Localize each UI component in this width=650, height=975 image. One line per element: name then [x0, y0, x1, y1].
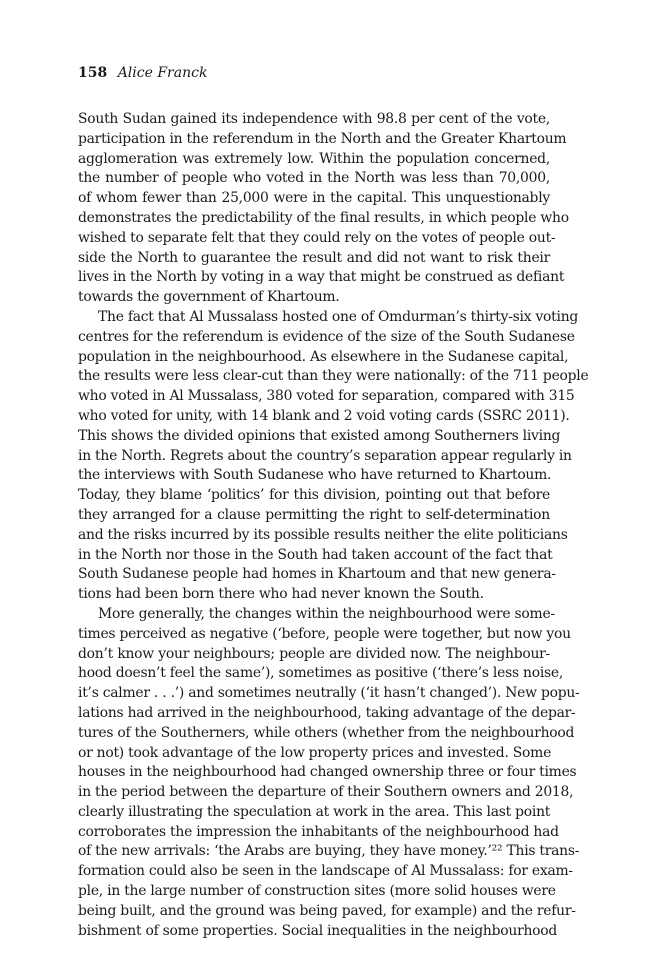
text-line: formation could also be seen in the landscape of Al Mussalass: for exam-: [78, 863, 573, 880]
text-line: houses in the neighbourhood had changed ownership three or four times: [78, 764, 577, 781]
paragraph: [78, 308, 589, 605]
text-line: it’s calmer . . .’) and sometimes neutrally (‘it hasn’t changed’). New popu-: [78, 685, 580, 702]
running-header: [78, 64, 207, 82]
text-line: lives in the North by voting in a way that might be construed as defiant: [78, 269, 565, 286]
text-line: agglomeration was extremely low. Within the population concerned,: [78, 150, 550, 167]
text-line: corroborates the impression the inhabitants of the neighbourhood had: [78, 823, 559, 840]
text-line: More generally, the changes within the neighbourhood were some-: [98, 605, 555, 622]
text-line: times perceived as negative (‘before, people were together, but now you: [78, 625, 571, 642]
text-line: the results were less clear-cut than they were nationally: of the 711 people: [78, 368, 589, 385]
running-author: Alice Franck: [117, 65, 208, 81]
text-line: population in the neighbourhood. As elsewhere in the Sudanese capital,: [78, 348, 569, 365]
text-line: they arranged for a clause permitting the right to self-determination: [78, 506, 550, 523]
paragraph: [78, 605, 580, 942]
text-line: bishment of some properties. Social inequalities in the neighbourhood: [78, 922, 558, 939]
text-line: The fact that Al Mussalass hosted one of Omdurman’s thirty-six voting: [98, 308, 579, 325]
text-line: don’t know your neighbours; people are divided now. The neighbour-: [78, 645, 550, 662]
text-line: the number of people who voted in the North was less than 70,000,: [78, 170, 550, 187]
text-line: in the North. Regrets about the country’s separation appear regularly in: [78, 447, 572, 464]
text-line: who voted in Al Mussalass, 380 voted for separation, compared with 315: [78, 388, 575, 405]
text-line: the interviews with South Sudanese who have returned to Khartoum.: [78, 467, 552, 484]
text-line: of the new arrivals: ‘the Arabs are buying, they have money.’²² This trans-: [78, 843, 580, 860]
text-line: being built, and the ground was being paved, for example) and the refur-: [78, 902, 576, 919]
body-text: [78, 110, 589, 941]
text-line: Today, they blame ‘politics’ for this division, pointing out that before: [78, 487, 550, 504]
text-line: of whom fewer than 25,000 were in the capital. This unquestionably: [78, 190, 550, 207]
text-line: in the North nor those in the South had taken account of the fact that: [78, 546, 553, 563]
text-line: ple, in the large number of construction sites (more solid houses were: [78, 883, 556, 900]
text-line: South Sudanese people had homes in Khartoum and that new genera-: [78, 566, 556, 583]
text-line: and the risks incurred by its possible results neither the elite politicians: [78, 526, 568, 543]
text-line: participation in the referendum in the North and the Greater Khartoum: [78, 130, 567, 147]
text-line: or not) took advantage of the low property prices and invested. Some: [78, 744, 552, 761]
text-line: tures of the Southerners, while others (whether from the neighbourhood: [78, 724, 575, 741]
text-line: towards the government of Khartoum.: [78, 289, 340, 306]
text-line: lations had arrived in the neighbourhood, taking advantage of the depar-: [78, 704, 576, 721]
text-line: This shows the divided opinions that existed among Southerners living: [78, 427, 561, 444]
text-line: demonstrates the predictability of the final results, in which people who: [78, 209, 569, 226]
text-line: South Sudan gained its independence with 98.8 per cent of the vote,: [78, 111, 550, 127]
text-line: clearly illustrating the speculation at work in the area. This last point: [78, 803, 551, 820]
text-line: who voted for unity, with 14 blank and 2 void voting cards (SSRC 2011).: [78, 407, 570, 424]
text-line: centres for the referendum is evidence of the size of the South Sudanese: [78, 328, 575, 345]
text-line: hood doesn’t feel the same’), sometimes as positive (‘there’s less noise,: [78, 665, 564, 682]
paragraph: [78, 110, 569, 308]
text-line: in the period between the departure of their Southern owners and 2018,: [78, 784, 574, 801]
text-line: side the North to guarantee the result and did not want to risk their: [78, 249, 550, 266]
text-line: tions had been born there who had never known the South.: [78, 586, 484, 603]
page-number: 158: [78, 65, 108, 81]
text-line: wished to separate felt that they could rely on the votes of people out-: [78, 229, 556, 246]
